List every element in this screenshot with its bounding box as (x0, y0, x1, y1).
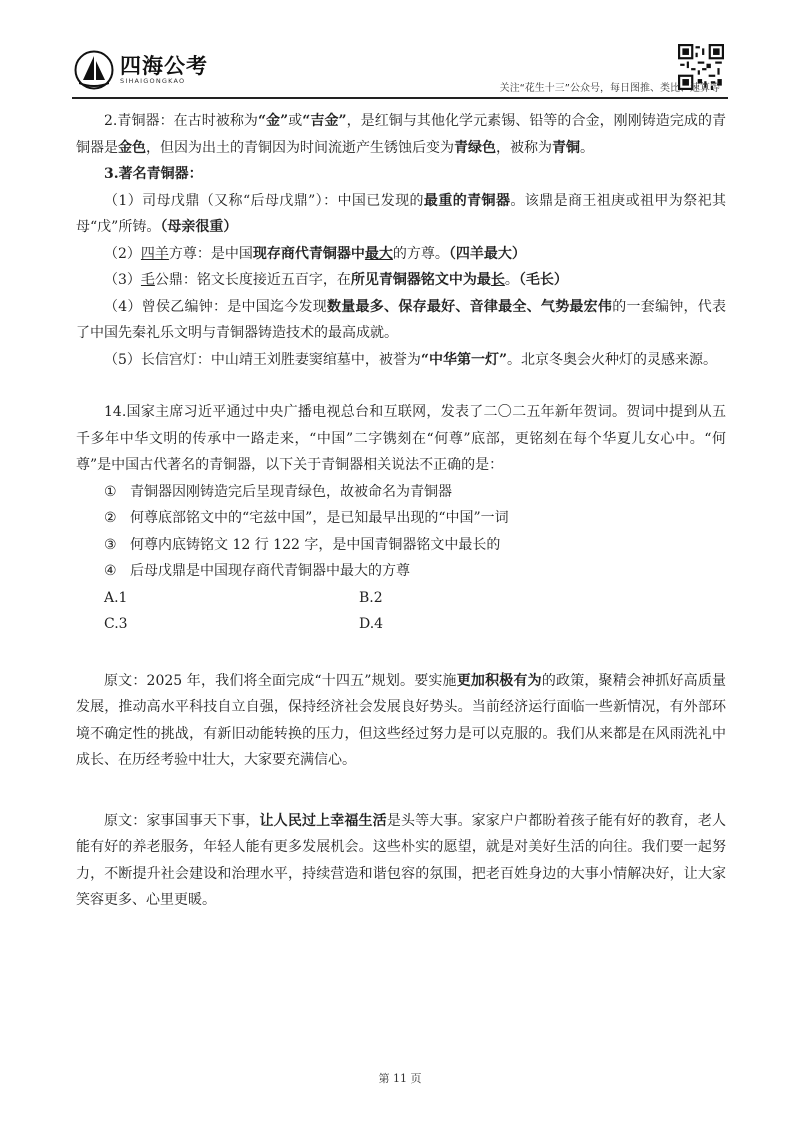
question-option: ④ 后母戊鼎是中国现存商代青铜器中最大的方尊 (104, 563, 410, 579)
bronze-item-3: （3）毛公鼎：铭文长度接近五百字，在所见青铜器铭文中为最长。（毛长） (104, 272, 568, 288)
logo (74, 50, 208, 90)
original-text-1: 原文：2025 年，我们将全面完成“十四五”规划。要实施更加积极有为的政策，聚精会神抓好高质量发展，推动高水平科技自立自强，保持经济社会发展良好势头。当前经济运行面临一些新情况，有外部环境不确定性的挑战，有新旧动能转换的压力，但这些经过努力是可以克服的。我们从来都是在风雨洗礼中成长、在历经考验中壮大，大家要充满信心。 (76, 672, 726, 768)
bronze-item-1: （1）司母戊鼎（又称“后母戊鼎”）：中国已发现的最重的青铜器。该鼎是商王祖庚或祖甲为祭祀其母“戊”所铸。（母亲很重） (76, 192, 727, 235)
famous-bronzes-heading: 3.著名青铜器： (104, 166, 203, 182)
answer-choices-row-2 (76, 611, 726, 638)
choice-b: B.2 (359, 589, 383, 606)
choice-a: A.1 (104, 589, 128, 606)
page-number: 第 11 页 (378, 1072, 422, 1085)
choice-c: C.3 (104, 616, 128, 632)
sailboat-logo-icon (74, 50, 114, 90)
bronze-definition-paragraph: 2.青铜器：在古时被称为“金”或“吉金”，是红铜与其他化学元素锡、铅等的合金，刚刚铸造完成的青铜器是金色，但因为出土的青铜因为时间流逝产生锈蚀后变为青绿色，被称为青铜。 (76, 113, 727, 156)
question-option: ① 青铜器因刚铸造完后呈现青绿色，故被命名为青铜器 (104, 483, 452, 500)
question-option: ② 何尊底部铭文中的“宅兹中国”，是已知最早出现的“中国”一词 (104, 510, 509, 526)
logo-english-name: SIHAIGONGKAO (120, 76, 186, 85)
question-option: ③ 何尊内底铸铭文 12 行 122 字，是中国青铜器铭文中最长的 (104, 536, 501, 553)
original-text-2: 原文：家事国事天下事，让人民过上幸福生活是头等大事。家家户户都盼着孩子能有好的教育，老人能有好的养老服务，年轻人能有更多发展机会。这些朴实的愿望，就是对美好生活的向往。我们要一起努力，不断提升社会建设和治理水平，持续营造和谐包容的氛围，把老百姓身边的大事小情解决好，让大家笑容更多、心里更暖。 (76, 812, 727, 908)
question-stem: 14.国家主席习近平通过中央广播电视总台和互联网，发表了二〇二五年新年贺词。贺词中提到从五千多年中华文明的传承中一路走来，“中国”二字镌刻在“何尊”底部，更铭刻在每个华夏儿女心中。“何尊”是中国古代著名的青铜器，以下关于青铜器相关说法不正确的是： (76, 404, 726, 473)
bronze-item-5: （5）长信宫灯：中山靖王刘胜妻窦绾墓中，被誉为“中华第一灯”。北京冬奥会火种灯的灵感来源。 (104, 351, 718, 368)
page-header (0, 0, 800, 104)
bronze-item-4: （4）曾侯乙编钟：是中国迄今发现数量最多、保存最好、音律最全、气势最宏伟的一套编钟，代表了中国先秦礼乐文明与青铜器铸造技术的最高成就。 (76, 298, 726, 341)
bronze-item-2: （2）四羊方尊：是中国现存商代青铜器中最大的方尊。（四羊最大） (104, 245, 526, 262)
logo-chinese-name: 四海公考 (120, 53, 208, 78)
header-divider (72, 97, 728, 99)
answer-choices-row-1 (76, 585, 726, 612)
document-body (76, 108, 726, 914)
header-slogan: 关注“花生十三”公众号，每日图推、类比、速算等 (499, 83, 720, 94)
choice-d: D.4 (359, 616, 384, 632)
